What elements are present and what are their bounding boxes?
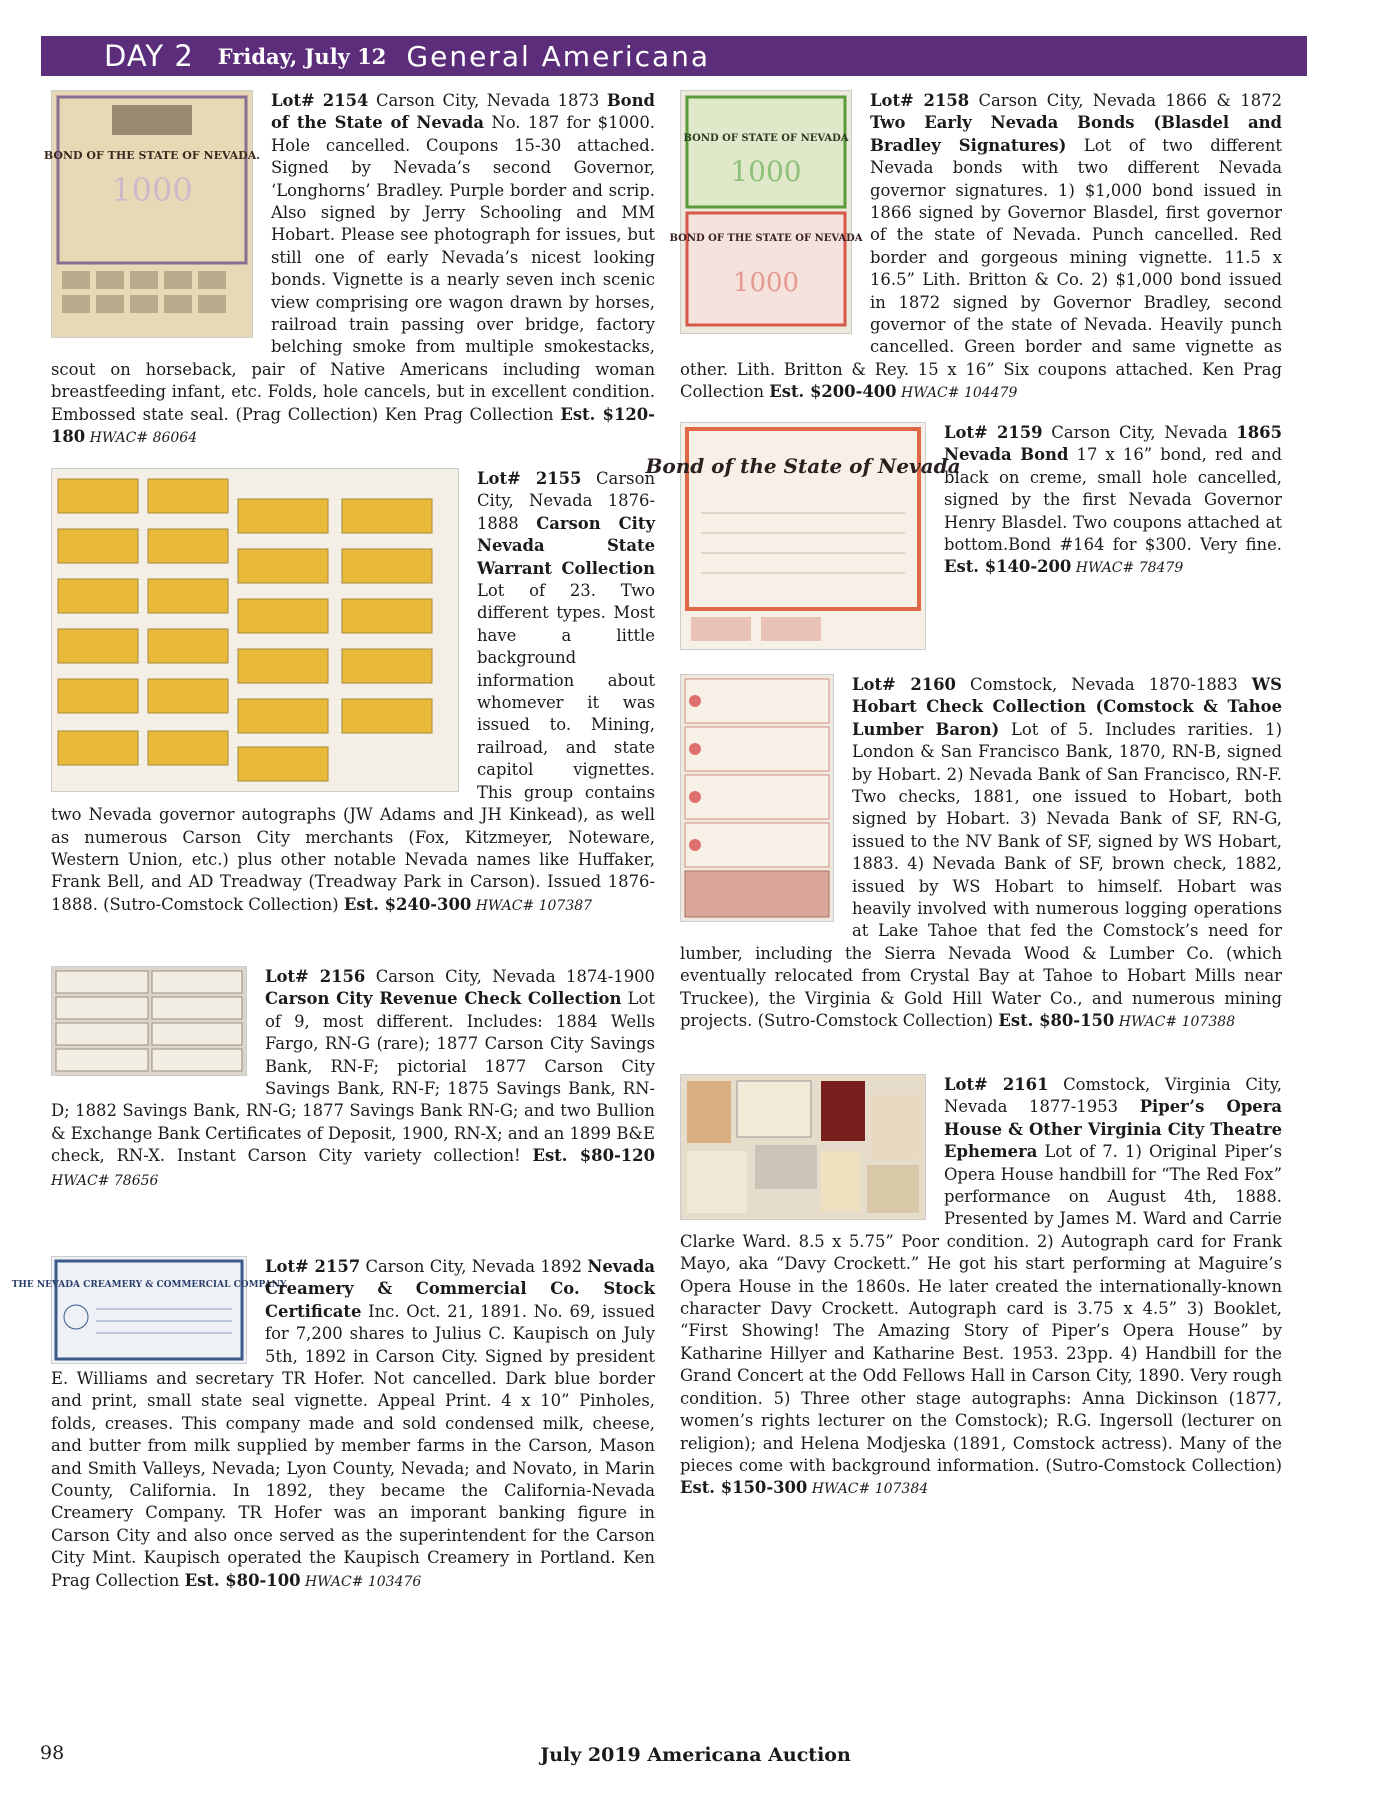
lot-2154 xyxy=(43,90,655,450)
lot-2161-description: Lot of 7. 1) Original Piper’s Opera House handbill for “The Red Fox” performance on August 4th, 1888. Presented by James M. Ward and Carrie Clarke Ward. 8.5 x 5.75” Poor condition. 2) Autograph card for Frank Mayo, aka “Davy Crockett.” He got his start performing at Maguire’s Opera House in the 1860s. He later created the internationally-known character Davy Crockett. Autograph card is 3.75 x 4.5” 3) Booklet, “First Showing! The Amazing Story of Piper’s Opera House” by Katharine Hillyer and Katharine Best. 1953. 23pp. 4) Handbill for the Grand Concert at the Odd Fellows Hall in Carson City, 1890. Very rough condition. 5) Three other stage autographs: Anna Dickinson (1877, women’s rights lecturer on the Comstock); R.G. Ingersoll (lecturer on religion); and Helena Modjeska (1891, Comstock actress). Many of the pieces come with background information. (Sutro-Comstock Collection) xyxy=(680,1142,1282,1475)
lot-2155-warrants-image xyxy=(51,468,459,792)
lot-2155-location: Carson City, Nevada 1876-1888 xyxy=(477,469,655,533)
lot-2161-ephemera-image xyxy=(680,1074,926,1220)
svg-text:BOND OF THE STATE OF NEVADA: BOND OF THE STATE OF NEVADA xyxy=(669,233,863,244)
lot-2154-estimate: Est. $120-180 xyxy=(51,404,655,447)
lot-2155-estimate: Est. $240-300 xyxy=(343,894,472,914)
lot-2158-hwac: HWAC# 104479 xyxy=(896,385,1018,402)
lot-2160-estimate: Est. $80-150 xyxy=(998,1011,1115,1031)
lot-2159-description: 17 x 16” bond, red and black on creme, small hole cancelled, signed by the first Nevada Governor Henry Blasdel. Two coupons attached at bottom.Bond #164 for $300. Very fine. xyxy=(944,445,1282,555)
lot-2161-estimate: Est. $150-300 xyxy=(680,1478,808,1498)
lot-2156-location: Carson City, Nevada 1874-1900 xyxy=(365,967,655,986)
lot-2154-hwac: HWAC# 86064 xyxy=(85,430,198,447)
lot-2159-bond-image xyxy=(645,422,961,650)
lot-2157-estimate: Est. $80-100 xyxy=(184,1570,301,1590)
category-label: General Americana xyxy=(406,39,711,73)
lot-2156-number: Lot# 2156 xyxy=(265,967,366,986)
lot-2157-title: Nevada Creamery & Commercial Co. Stock Certificate xyxy=(265,1257,656,1321)
lot-2158-estimate: Est. $200-400 xyxy=(769,382,897,402)
lot-2159-number: Lot# 2159 xyxy=(944,423,1043,442)
lot-2158-title: Two Early Nevada Bonds (Blasdel and Bradley Signatures) xyxy=(870,113,1282,155)
svg-text:BOND OF STATE OF NEVADA: BOND OF STATE OF NEVADA xyxy=(683,133,849,144)
lot-2161-location: Comstock, Virginia City, Nevada 1877-1953 xyxy=(944,1075,1282,1117)
svg-text:1000: 1000 xyxy=(111,171,193,209)
lot-2161-hwac: HWAC# 107384 xyxy=(807,1481,929,1498)
svg-text:THE NEVADA CREAMERY & COMMERCI: THE NEVADA CREAMERY & COMMERCIAL COMPANY xyxy=(11,1280,287,1290)
lot-2158-description: Lot of two different Nevada bonds with two different Nevada governor signatures. 1) $1,000 bond issued in 1866 signed by Governor Blasdel, first governor of the state of Nevada. Punch cancelled. Red border and gorgeous mining vignette. 11.5 x 16.5” Lith. Britton & Co. 2) $1,000 bond issued in 1872 signed by Governor Bradley, second governor of the state of Nevada. Heavily punch cancelled. Green border and same vignette as other. Lith. Britton & Rey. 15 x 16” Six coupons attached. Ken Prag Collection xyxy=(680,135,1282,402)
lot-2157 xyxy=(11,1256,656,1593)
lot-2160-hwac: HWAC# 107388 xyxy=(1114,1014,1236,1031)
lot-2157-hwac: HWAC# 103476 xyxy=(300,1573,422,1590)
section-header-bar xyxy=(41,36,1307,76)
lot-2156-hwac: HWAC# 78656 xyxy=(51,1172,159,1189)
lot-2159-estimate: Est. $140-200 xyxy=(944,557,1072,577)
lot-2160-number: Lot# 2160 xyxy=(852,675,956,694)
lot-2158-location: Carson City, Nevada 1866 & 1872 xyxy=(969,91,1282,110)
lot-2156-checks-image xyxy=(51,966,247,1076)
lot-2160 xyxy=(680,674,1282,1034)
lot-2156-description: Lot of 9, most different. Includes: 1884 Wells Fargo, RN-G (rare); 1877 Carson City Savings Bank, RN-F; pictorial 1877 Carson City Savings Bank, RN-F; 1875 Savings Bank, RN-D; 1882 Savings Bank, RN-G; 1877 Savings Bank RN-G; and two Bullion & Exchange Bank Certificates of Deposit, 1900, RN-X; and an 1899 B&E check, RN-X. Instant Carson City variety collection! xyxy=(51,989,655,1166)
lot-2159-location: Carson City, Nevada xyxy=(1042,423,1237,442)
lot-2156-title: Carson City Revenue Check Collection xyxy=(265,989,622,1009)
lot-2159-hwac: HWAC# 78479 xyxy=(1071,560,1184,577)
lot-2161-number: Lot# 2161 xyxy=(944,1075,1049,1094)
lot-2160-location: Comstock, Nevada 1870-1883 xyxy=(955,675,1252,694)
lot-2156 xyxy=(51,966,655,1192)
lot-2157-location: Carson City, Nevada 1892 xyxy=(360,1257,588,1276)
lot-2161-title: Piper’s Opera House & Other Virginia City Theatre Ephemera xyxy=(944,1097,1282,1162)
footer-title: July 2019 Americana Auction xyxy=(540,1744,851,1766)
lot-2160-description: Lot of 5. Includes rarities. 1) London & San Francisco Bank, 1870, RN-B, signed by Hobart. 2) Nevada Bank of San Francisco, RN-F. Two checks, 1881, one issued to Hobart, both signed by Hobart. 3) Nevada Bank of SF, RN-G, issued to the NV Bank of SF, signed by WS Hobart, 1883. 4) Nevada Bank of SF, brown check, 1882, issued by WS Hobart to himself. Hobart was heavily involved with numerous logging operations at Lake Tahoe that fed the Comstock’s need for lumber, including the Sierra Nevada Wood & Lumber Co. (which eventually relocated from Crystal Bay at Tahoe to Hobart Mills near Truckee), the Virginia & Gold Hill Water Co., and numerous mining projects. (Sutro-Comstock Collection) xyxy=(680,719,1282,1031)
lot-2155-number: Lot# 2155 xyxy=(477,469,582,488)
page-number: 98 xyxy=(40,1742,65,1764)
lot-2154-location: Carson City, Nevada 1873 xyxy=(368,91,607,110)
lot-2157-description: Inc. Oct. 21, 1891. No. 69, issued for 7,200 shares to Julius C. Kaupisch on July 5th, 1892 in Carson City. Signed by president E. Williams and secretary TR Hofer. Not cancelled. Dark blue border and print, small state seal vignette. Appeal Print. 4 x 10” Pinholes, folds, creases. This company made and sold condensed milk, cheese, and butter from milk supplied by member farms in the Carson, Mason and Smith Valleys, Nevada; Lyon County, Nevada; and Novato, in Marin County, California. In 1892, they became the California-Nevada Creamery Company. TR Hofer was an imporant banking figure in Carson City and also once served as the superintendent for the Carson City Mint. Kaupisch operated the Kaupisch Creamery in Portland. Ken Prag Collection xyxy=(51,1301,655,1590)
day-label: DAY 2 xyxy=(104,39,194,73)
date-label: Friday, July 12 xyxy=(217,43,387,69)
svg-text:BOND OF THE STATE OF NEVADA.: BOND OF THE STATE OF NEVADA. xyxy=(43,149,261,162)
lot-2158-bonds-image xyxy=(669,90,863,334)
lot-2155-title: Carson City Nevada State Warrant Collection xyxy=(477,513,655,578)
lot-2160-title: WS Hobart Check Collection (Comstock & Tahoe Lumber Baron) xyxy=(852,675,1282,739)
lot-2155-hwac: HWAC# 107387 xyxy=(471,897,593,914)
lot-2158 xyxy=(669,90,1282,405)
lot-2154-bond-image xyxy=(43,90,261,338)
lot-2155 xyxy=(51,468,655,917)
lot-2157-stock-certificate-image xyxy=(11,1256,287,1364)
lot-2160-checks-image xyxy=(680,674,834,922)
lot-2159 xyxy=(645,422,1282,654)
lot-2154-description: No. 187 for $1000. Hole cancelled. Coupons 15-30 attached. Signed by Nevada’s second Governor, ‘Longhorns’ Bradley. Purple border and scrip. Also signed by Jerry Schooling and MM Hobart. Please see photograph for issues, but still one of early Nevada’s nicest looking bonds. Vignette is a nearly seven inch scenic view comprising ore wagon drawn by horses, railroad train passing over bridge, factory belching smoke from multiple smokestacks, scout on horseback, pair of Native Americans including woman breastfeeding infant, etc. Folds, hole cancels, but in excellent condition. Embossed state seal. (Prag Collection) Ken Prag Collection xyxy=(51,113,655,424)
lot-2156-estimate: Est. $80-120 xyxy=(532,1146,655,1166)
svg-text:1000: 1000 xyxy=(730,155,802,188)
lot-2154-title: Bond of the State of Nevada xyxy=(271,91,655,133)
svg-text:1000: 1000 xyxy=(732,268,800,298)
lot-2161 xyxy=(680,1074,1282,1501)
lot-2158-number: Lot# 2158 xyxy=(870,91,970,110)
lot-2155-description: Lot of 23. Two different types. Most have a little background information about whomever it was issued to. Mining, railroad, and state capitol vignettes. This group contains two Nevada governor autographs (JW Adams and JH Kinkead), as well as numerous Carson City merchants (Fox, Kitzmeyer, Noteware, Western Union, etc.) plus other notable Nevada names like Huffaker, Frank Bell, and AD Treadway (Treadway Park in Carson). Issued 1876-1888. (Sutro-Comstock Collection) xyxy=(51,581,655,914)
lot-2154-number: Lot# 2154 xyxy=(271,91,369,110)
lot-2157-number: Lot# 2157 xyxy=(265,1257,361,1276)
svg-text:Bond of the State of Nevada: Bond of the State of Nevada xyxy=(645,454,961,478)
lot-2159-title: 1865 Nevada Bond xyxy=(944,423,1282,465)
